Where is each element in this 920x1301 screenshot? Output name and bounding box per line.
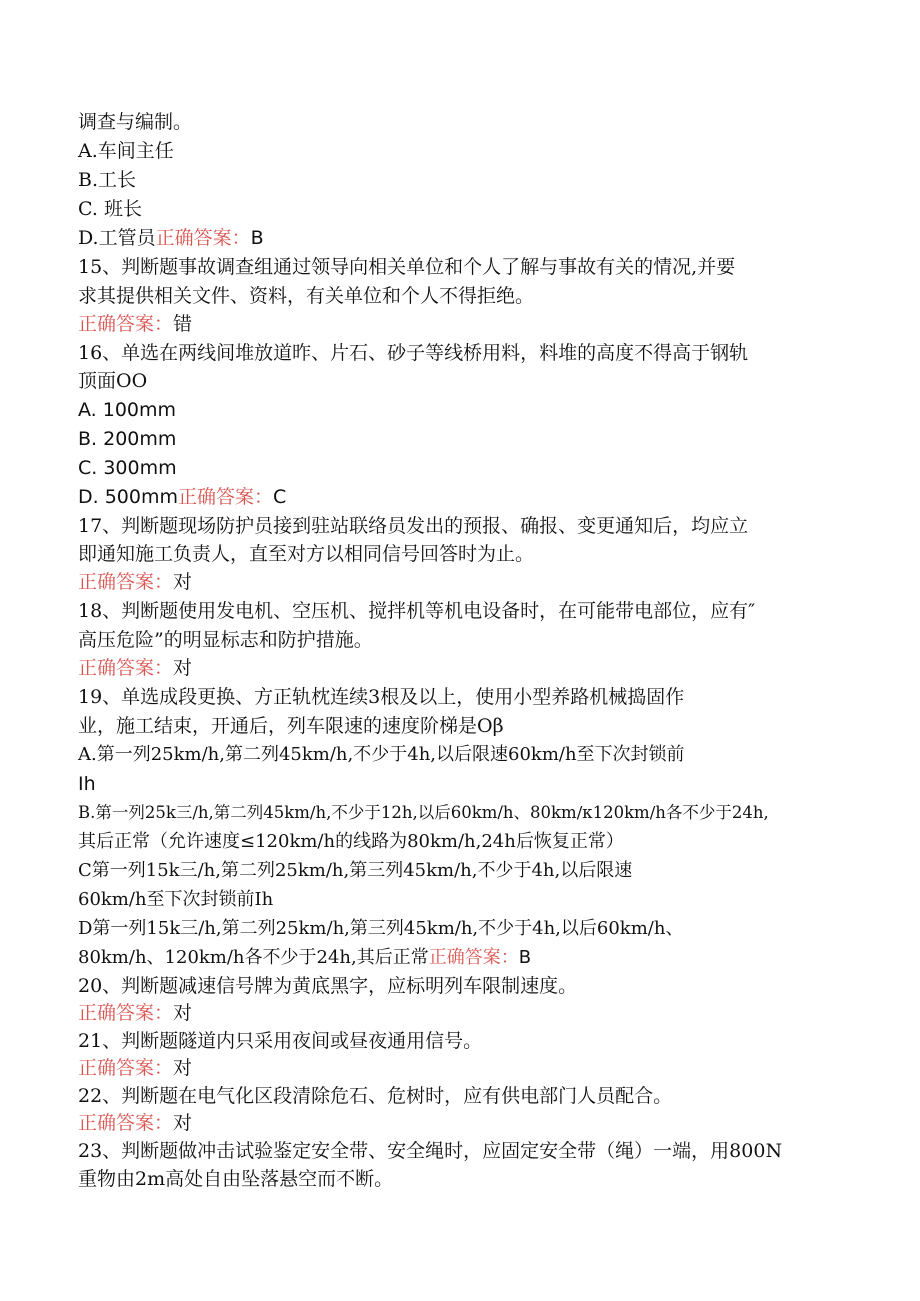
question-23-cont: 重物由2m高处自由坠落悬空而不断。 xyxy=(78,1168,394,1190)
option-c: C. 300mm xyxy=(78,457,177,479)
option-b: B.第一列25k三∕h,第二列45km∕h,不少于12h,以后60km/h、80km∕κ120km∕h各不少于24h, xyxy=(78,803,769,822)
answer-value: 错 xyxy=(173,313,193,335)
question-16-cont: 顶面OO xyxy=(78,370,148,392)
answer-label: 正确答案： xyxy=(78,1057,174,1079)
answer-value: B xyxy=(250,227,264,249)
option-d-cont: 80km/h、120km∕h各不少于24h,其后正常正确答案：B xyxy=(78,947,532,968)
question-19-cont: 业，施工结束，开通后，列车限速的速度阶梯是Oβ xyxy=(78,715,504,737)
question-22: 22、判断题在电气化区段清除危石、危树时，应有供电部门人员配合。 xyxy=(78,1085,673,1107)
answer-line xyxy=(78,1000,192,1026)
question-17-cont: 即通知施工负责人，直至对方以相同信号回答时为止。 xyxy=(78,543,535,565)
option-c-cont: 60km∕h至下次封锁前Ih xyxy=(78,889,274,910)
answer-label: 正确答案： xyxy=(78,1112,174,1134)
answer-value: C xyxy=(273,486,287,508)
option-a: A. 100mm xyxy=(78,399,177,421)
answer-line xyxy=(78,655,192,681)
answer-value: 对 xyxy=(173,657,193,679)
answer-label: 正确答案： xyxy=(78,657,174,679)
answer-label: 正确答案： xyxy=(155,227,251,249)
question-21: 21、判断题隧道内只采用夜间或昼夜通用信号。 xyxy=(78,1030,483,1052)
option-d: D.工管员正确答案：B xyxy=(78,227,264,249)
question-20: 20、判断题减速信号牌为黄底黑字，应标明列车限制速度。 xyxy=(78,975,578,997)
answer-value: 对 xyxy=(173,1002,193,1024)
option-c: C. 班长 xyxy=(78,198,142,220)
text-line: 调查与编制。 xyxy=(78,111,193,133)
answer-label: 正确答案： xyxy=(78,571,174,593)
question-18-cont: 高压危险”的明显标志和防护措施。 xyxy=(78,629,373,651)
question-18: 18、判断题使用发电机、空压机、搅拌机等机电设备时，在可能带电部位，应有″ xyxy=(78,600,756,622)
answer-label: 正确答案： xyxy=(78,313,174,335)
option-d: D第一列15k三∕h,第二列25km∕h,第三列45km∕h,不少于4h,以后60km/h、 xyxy=(78,918,684,939)
answer-line xyxy=(78,311,192,337)
option-d: D. 500mm正确答案：C xyxy=(78,486,287,508)
answer-value: B xyxy=(518,947,532,968)
answer-line xyxy=(78,569,192,595)
option-b: B. 200mm xyxy=(78,428,177,450)
answer-line xyxy=(78,1110,192,1136)
question-15-cont: 求其提供相关文件、资料，有关单位和个人不得拒绝。 xyxy=(78,285,535,307)
option-a: A.车间主任 xyxy=(78,140,174,162)
question-17: 17、判断题现场防护员接到驻站联络员发出的预报、确报、变更通知后，均应立 xyxy=(78,515,749,537)
answer-value: 对 xyxy=(173,1057,193,1079)
question-23: 23、判断题做冲击试验鉴定安全带、安全绳时，应固定安全带（绳）一端，用800N xyxy=(78,1140,783,1162)
question-15: 15、判断题事故调查组通过领导向相关单位和个人了解与事故有关的情况,并要 xyxy=(78,256,736,278)
answer-label: 正确答案： xyxy=(428,947,519,968)
question-19: 19、单选成段更换、方正轨枕连续3根及以上，使用小型养路机械捣固作 xyxy=(78,686,685,708)
answer-label: 正确答案： xyxy=(178,486,274,508)
answer-line xyxy=(78,1055,192,1081)
option-c: C第一列15k三∕h,第二列25km∕h,第三列45km∕h,不少于4h,以后限速 xyxy=(78,860,633,881)
option-a-cont: Ih xyxy=(78,773,96,795)
option-a: A.第一列25km∕h,第二列45km∕h,不少于4h,以后限速60km∕h至下次封锁前 xyxy=(78,744,685,765)
option-b-cont: 其后正常（允许速度≤120km∕h的线路为80km∕h,24h后恢复正常） xyxy=(78,831,624,852)
answer-label: 正确答案： xyxy=(78,1002,174,1024)
answer-value: 对 xyxy=(173,571,193,593)
question-16: 16、单选在两线间堆放道昨、片石、砂子等线桥用料，料堆的高度不得高于钢轨 xyxy=(78,342,749,364)
answer-value: 对 xyxy=(173,1112,193,1134)
option-b: B.工长 xyxy=(78,169,137,191)
